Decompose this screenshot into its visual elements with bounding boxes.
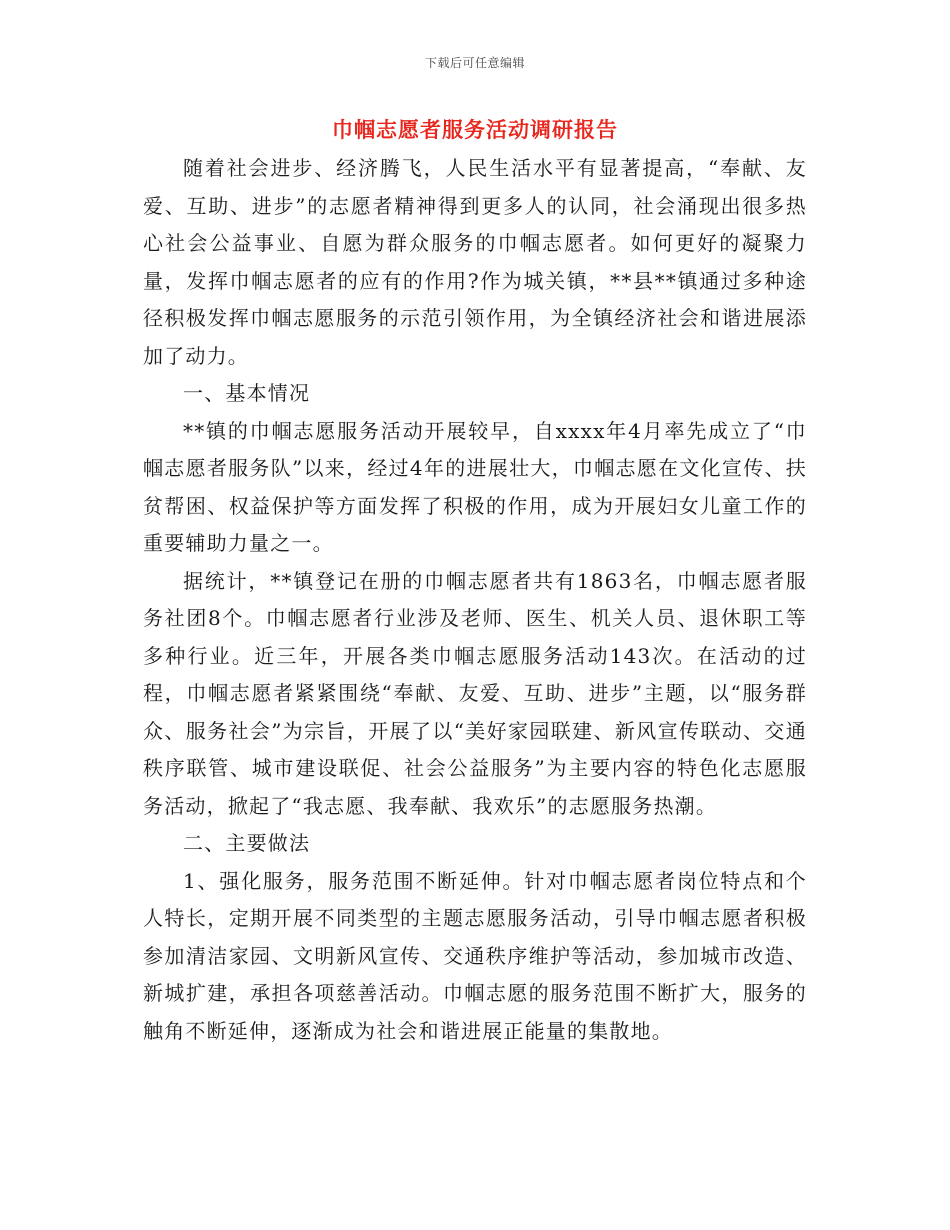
header-note: 下载后可任意编辑 xyxy=(424,56,525,70)
paragraph-practice-1: 1、强化服务，服务范围不断延伸。针对巾帼志愿者岗位特点和个人特长，定期开展不同类型的主题志愿服务活动，引导巾帼志愿者积极参加清洁家园、文明新风宣传、交通秩序维护等活动，参加城市改造、新城扩建，承担各项慈善活动。巾帼志愿的服务范围不断扩大，服务的触角不断延伸，逐渐成为社会和谐进展正能量的集散地。 xyxy=(143,868,807,1043)
paragraph-intro: 随着社会进步、经济腾飞，人民生活水平有显著提高，“奉献、友爱、互助、进步”的志愿者精神得到更多人的认同，社会涌现出很多热心社会公益事业、自愿为群众服务的巾帼志愿者。如何更好的凝聚力量，发挥巾帼志愿者的应有的作用?作为城关镇，**县**镇通过多种途径积极发挥巾帼志愿服务的示范引领作用，为全镇经济社会和谐进展添加了动力。 xyxy=(143,156,807,368)
paragraph-basic-situation: **镇的巾帼志愿服务活动开展较早，自xxxx年4月率先成立了“巾帼志愿者服务队”以来，经过4年的进展壮大，巾帼志愿在文化宣传、扶贫帮困、权益保护等方面发挥了积极的作用，成为开展妇女儿童工作的重要辅助力量之一。 xyxy=(143,418,807,555)
section-heading-main-practices: 二、主要做法 xyxy=(183,831,311,855)
document-title: 巾帼志愿者服务活动调研报告 xyxy=(332,117,618,142)
document-body xyxy=(143,150,807,1050)
section-heading-basic-situation: 一、基本情况 xyxy=(183,381,311,405)
paragraph-statistics: 据统计，**镇登记在册的巾帼志愿者共有1863名，巾帼志愿者服务社团8个。巾帼志愿者行业涉及老师、医生、机关人员、退休职工等多种行业。近三年，开展各类巾帼志愿服务活动143次。在活动的过程，巾帼志愿者紧紧围绕“奉献、友爱、互助、进步”主题，以“服务群众、服务社会”为宗旨，开展了以“美好家园联建、新风宣传联动、交通秩序联管、城市建设联促、社会公益服务”为主要内容的特色化志愿服务活动，掀起了“我志愿、我奉献、我欢乐”的志愿服务热潮。 xyxy=(143,568,807,818)
